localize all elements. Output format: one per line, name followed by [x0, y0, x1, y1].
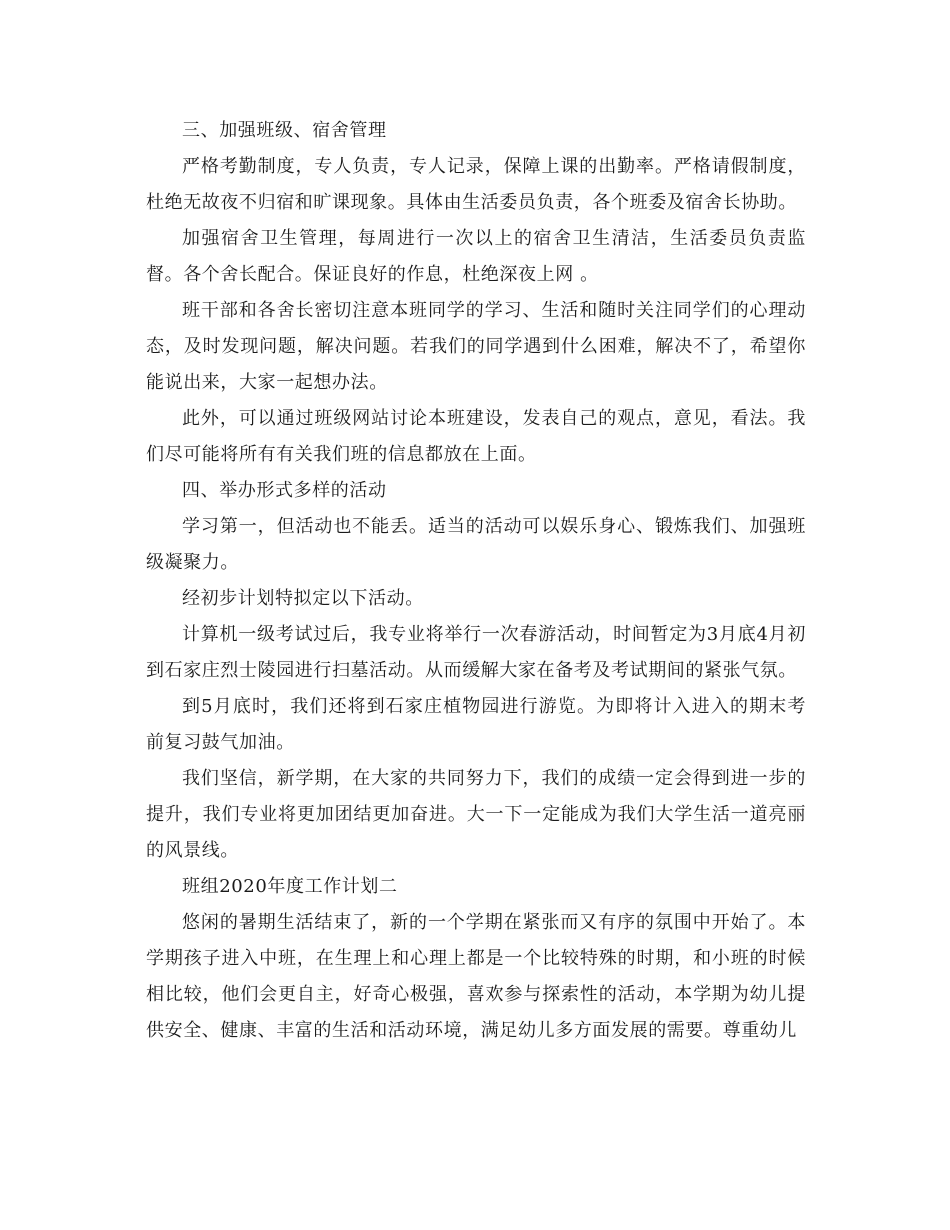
paragraph-botanical-garden: 到5月底时，我们还将到石家庄植物园进行游览。为即将计入进入的期末考前复习鼓气加油。 — [146, 696, 806, 753]
document-body — [146, 113, 806, 1049]
paragraph-class-cadres: 班干部和各舍长密切注意本班同学的学习、生活和随时关注同学们的心理动态，及时发现问题，解决问题。若我们的同学遇到什么困难，解决不了，希望你能说出来，大家一起想办法。 — [146, 300, 806, 393]
paragraph-attendance: 严格考勤制度，专人负责，专人记录，保障上课的出勤率。严格请假制度，杜绝无故夜不归宿和旷课现象。具体由生活委员负责，各个班委及宿舍长协助。 — [146, 156, 806, 213]
section-heading-plan-two: 班组2020年度工作计划二 — [182, 876, 398, 897]
paragraph-new-semester: 悠闲的暑期生活结束了，新的一个学期在紧张而又有序的氛围中开始了。本学期孩子进入中班，在生理上和心理上都是一个比较特殊的时期，和小班的时候相比较，他们会更自主，好奇心极强，喜欢参与探索性的活动，本学期为幼儿提供安全、健康、丰富的生活和活动环境，满足幼儿多方面发展的需要。尊重幼儿 — [146, 912, 806, 1041]
paragraph-conclusion: 我们坚信，新学期，在大家的共同努力下，我们的成绩一定会得到进一步的提升，我们专业将更加团结更加奋进。大一下一定能成为我们大学生活一道亮丽的风景线。 — [146, 768, 806, 861]
paragraph-dorm-hygiene: 加强宿舍卫生管理，每周进行一次以上的宿舍卫生清洁，生活委员负责监督。各个舍长配合。保证良好的作息，杜绝深夜上网 。 — [146, 228, 806, 285]
paragraph-class-website: 此外，可以通过班级网站讨论本班建设，发表自己的观点，意见，看法。我们尽可能将所有有关我们班的信息都放在上面。 — [146, 408, 806, 465]
section-heading-4: 四、举办形式多样的活动 — [182, 480, 387, 501]
paragraph-spring-trip: 计算机一级考试过后，我专业将举行一次春游活动，时间暂定为3月底4月初到石家庄烈士陵园进行扫墓活动。从而缓解大家在备考及考试期间的紧张气氛。 — [146, 624, 806, 681]
paragraph-activities-intro: 学习第一，但活动也不能丢。适当的活动可以娱乐身心、锻炼我们、加强班级凝聚力。 — [146, 516, 806, 573]
paragraph-activities-plan: 经初步计划特拟定以下活动。 — [182, 588, 424, 609]
section-heading-3: 三、加强班级、宿舍管理 — [182, 120, 387, 141]
